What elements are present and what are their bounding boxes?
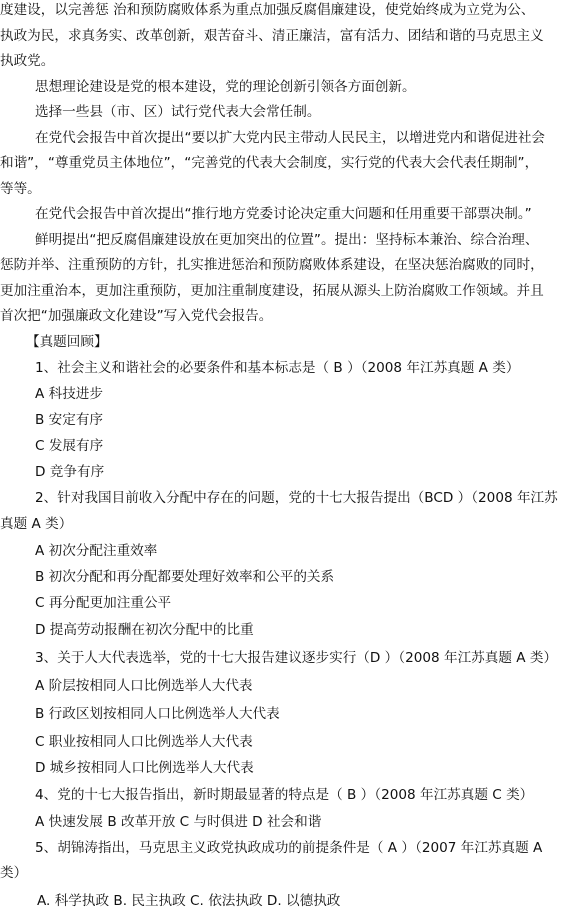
text-line: 执政为民，求真务实、改革创新，艰苦奋斗、清正廉洁，富有活力、团结和谐的马克思主义 <box>0 28 544 44</box>
option-d: D 城乡按相同人口比例选举人大代表 <box>35 760 254 776</box>
text-line: 鲜明提出“把反腐倡廉建设放在更加突出的位置”。提出：坚持标本兼治、综合治理、 <box>35 232 539 248</box>
text-line: 思想理论建设是党的根本建设，党的理论创新引领各方面创新。 <box>35 79 416 95</box>
option-c: C 再分配更加注重公平 <box>35 595 172 611</box>
question-5-options: A. 科学执政 B. 民主执政 C. 依法执政 D. 以德执政 <box>37 893 341 909</box>
question-4-options: A 快速发展 B 改革开放 C 与时俱进 D 社会和谐 <box>35 814 322 830</box>
text-line: 更加注重治本，更加注重预防，更加注重制度建设，拓展从源头上防治腐败工作领域。并且 <box>0 283 544 299</box>
option-a: A 科技进步 <box>35 386 103 402</box>
option-a: A 阶层按相同人口比例选举人大代表 <box>35 678 253 694</box>
question-1: 1、社会主义和谐社会的必要条件和基本标志是（ B ）（2008 年江苏真题 A 类） <box>35 360 520 376</box>
question-2-cont: 真题 A 类） <box>0 516 73 532</box>
option-b: B 行政区划按相同人口比例选举人大代表 <box>35 706 280 722</box>
text-line: 惩防并举、注重预防的方针，扎实推进惩治和预防腐败体系建设，在坚决惩治腐败的同时， <box>0 257 544 273</box>
text-line: 选择一些县（市、区）试行党代表大会常任制。 <box>35 104 321 120</box>
question-3: 3、关于人大代表选举，党的十七大报告建议逐步实行（D ）（2008 年江苏真题 A 类） <box>35 650 558 666</box>
option-b: B 初次分配和再分配都要处理好效率和公平的关系 <box>35 569 335 585</box>
text-line: 在党代会报告中首次提出“要以扩大党内民主带动人民民主，以增进党内和谐促进社会 <box>35 130 546 146</box>
option-b: B 安定有序 <box>35 412 104 428</box>
text-line: 和谐”，“尊重党员主体地位”，“完善党的代表大会制度，实行党的代表大会代表任期制”， <box>0 155 539 171</box>
text-line: 等等。 <box>0 181 41 197</box>
option-d: D 提高劳动报酬在初次分配中的比重 <box>35 622 254 638</box>
option-c: C 发展有序 <box>35 438 104 454</box>
question-2: 2、针对我国目前收入分配中存在的问题，党的十七大报告提出（BCD ）（2008 年江苏 <box>35 490 558 506</box>
section-heading: 【真题回顾】 <box>26 334 108 350</box>
question-4: 4、党的十七大报告指出，新时期最显著的特点是（ B ）（2008 年江苏真题 C 类） <box>35 787 534 803</box>
text-line: 执政党。 <box>0 53 55 69</box>
text-line: 度建设，以完善惩 治和预防腐败体系为重点加强反腐倡廉建设，使党始终成为立党为公、 <box>0 2 535 18</box>
question-5-cont: 类） <box>0 865 28 881</box>
text-line: 首次把“加强廉政文化建设”写入党代会报告。 <box>0 308 273 324</box>
option-c: C 职业按相同人口比例选举人大代表 <box>35 734 253 750</box>
option-d: D 竞争有序 <box>35 464 105 480</box>
option-a: A 初次分配注重效率 <box>35 543 158 559</box>
question-5: 5、胡锦涛指出，马克思主义政党执政成功的前提条件是（ A ）（2007 年江苏真题 A <box>35 840 543 856</box>
text-line: 在党代会报告中首次提出“推行地方党委讨论决定重大问题和任用重要干部票决制。” <box>35 206 532 222</box>
